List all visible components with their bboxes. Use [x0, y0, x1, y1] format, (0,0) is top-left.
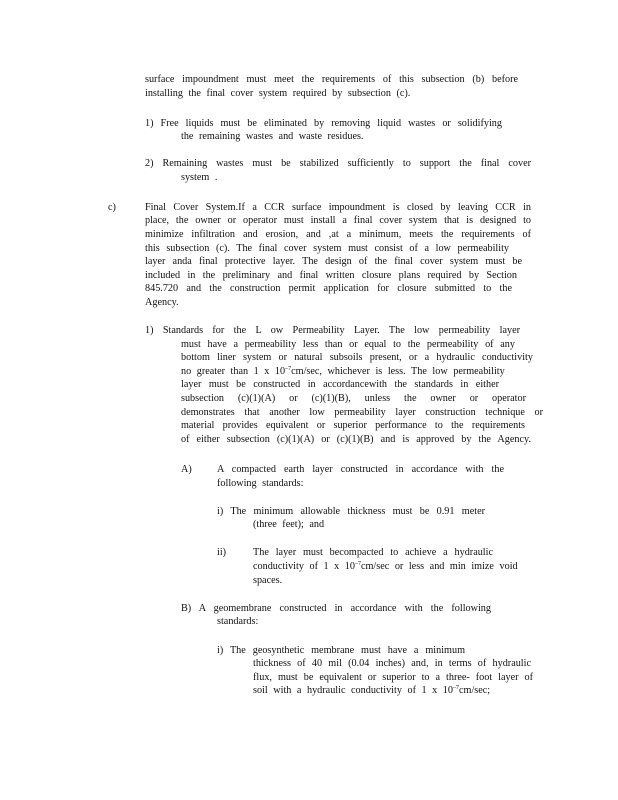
item-aii-line: The layer must becompacted to achieve a hydraulic	[253, 547, 493, 558]
item-a-line: A compacted earth layer constructed in accordance with the	[217, 464, 504, 475]
item-a-line: following standards:	[217, 478, 304, 489]
standards-line: bottom liner system or natural subsoils present, or a hydraulic conductivity	[181, 352, 533, 363]
c-line: layer anda final protective layer. The design of the final cover system must be	[145, 256, 522, 267]
item-bi-line: flux, must be equivalent or superior to a three- foot layer of	[253, 672, 533, 683]
c-line: 845.720 and the construction permit application for closure submitted to the	[145, 283, 512, 294]
item-1-line: 1) Free liquids must be eliminated by removing liquid wastes or solidifying	[145, 118, 502, 129]
item-ai-line: i) The minimum allowable thickness must be 0.91 meter	[217, 506, 485, 517]
item-aii-line: spaces.	[253, 575, 283, 586]
item-2-line: system .	[181, 172, 218, 183]
standards-line: no greater than 1 x $10^{-7}cm/\sec$, whichever is less. The low permeability	[181, 366, 505, 377]
item-1-line: the remaining wastes and waste residues.	[181, 131, 364, 142]
item-ai-line: (three feet); and	[253, 519, 325, 530]
c-line: Agency.	[145, 297, 179, 308]
standards-line: layer must be constructed in accordancewith the standards in either	[181, 379, 499, 390]
c-line: minimize infiltration and erosion, and ,at a minimum, meets the requirements of	[145, 229, 531, 240]
standards-line: 1) Standards for the L ow Permeability Layer. The low permeability layer	[145, 325, 520, 336]
item-b-line: standards:	[217, 616, 259, 627]
standards-line: subsection (c)(1)(A) or (c)(1)(B), unless the owner or operator	[181, 393, 526, 404]
c-line: included in the preliminary and final written closure plans required by Section	[145, 270, 517, 281]
standards-line: material provides equivalent or superior performance to the requirements	[181, 420, 525, 431]
item-bi-line: i) The geosynthetic membrane must have a minimum	[217, 645, 465, 656]
intro-line: surface impoundment must meet the requirements of this subsection (b) before	[145, 74, 518, 85]
standards-line: of either subsection (c)(1)(A) or (c)(1)(B) and is approved by the Agency.	[181, 434, 531, 445]
subsection-marker: c)	[108, 202, 116, 213]
c-line: place, the owner or operator must install a final cover system that is designed to	[145, 215, 531, 226]
item-b-line: B) A geomembrane constructed in accordance with the following	[181, 603, 491, 614]
standards-line: must have a permeability less than or equal to the permeability of any	[181, 339, 515, 350]
intro-line: installing the final cover system required by subsection (c).	[145, 88, 411, 99]
item-a-marker: A)	[181, 464, 192, 475]
item-aii-line: conductivity of 1 x $10^{-7}cm/\sec$ or less and min imize void	[253, 561, 518, 572]
item-bi-line: soil with a hydraulic conductivity of 1 x $10^{-7}cm/\sec$;	[253, 685, 491, 696]
item-bi-line: thickness of 40 mil (0.04 inches) and, in terms of hydraulic	[253, 658, 531, 669]
c-line: Final Cover System.If a CCR surface impoundment is closed by leaving CCR in	[145, 202, 531, 213]
item-aii-marker: ii)	[217, 547, 227, 558]
standards-line: demonstrates that another low permeability layer construction technique or	[181, 407, 543, 418]
item-2-line: 2) Remaining wastes must be stabilized sufficiently to support the final cover	[145, 158, 531, 169]
c-line: this subsection (c). The final cover system must consist of a low permeability	[145, 243, 509, 254]
